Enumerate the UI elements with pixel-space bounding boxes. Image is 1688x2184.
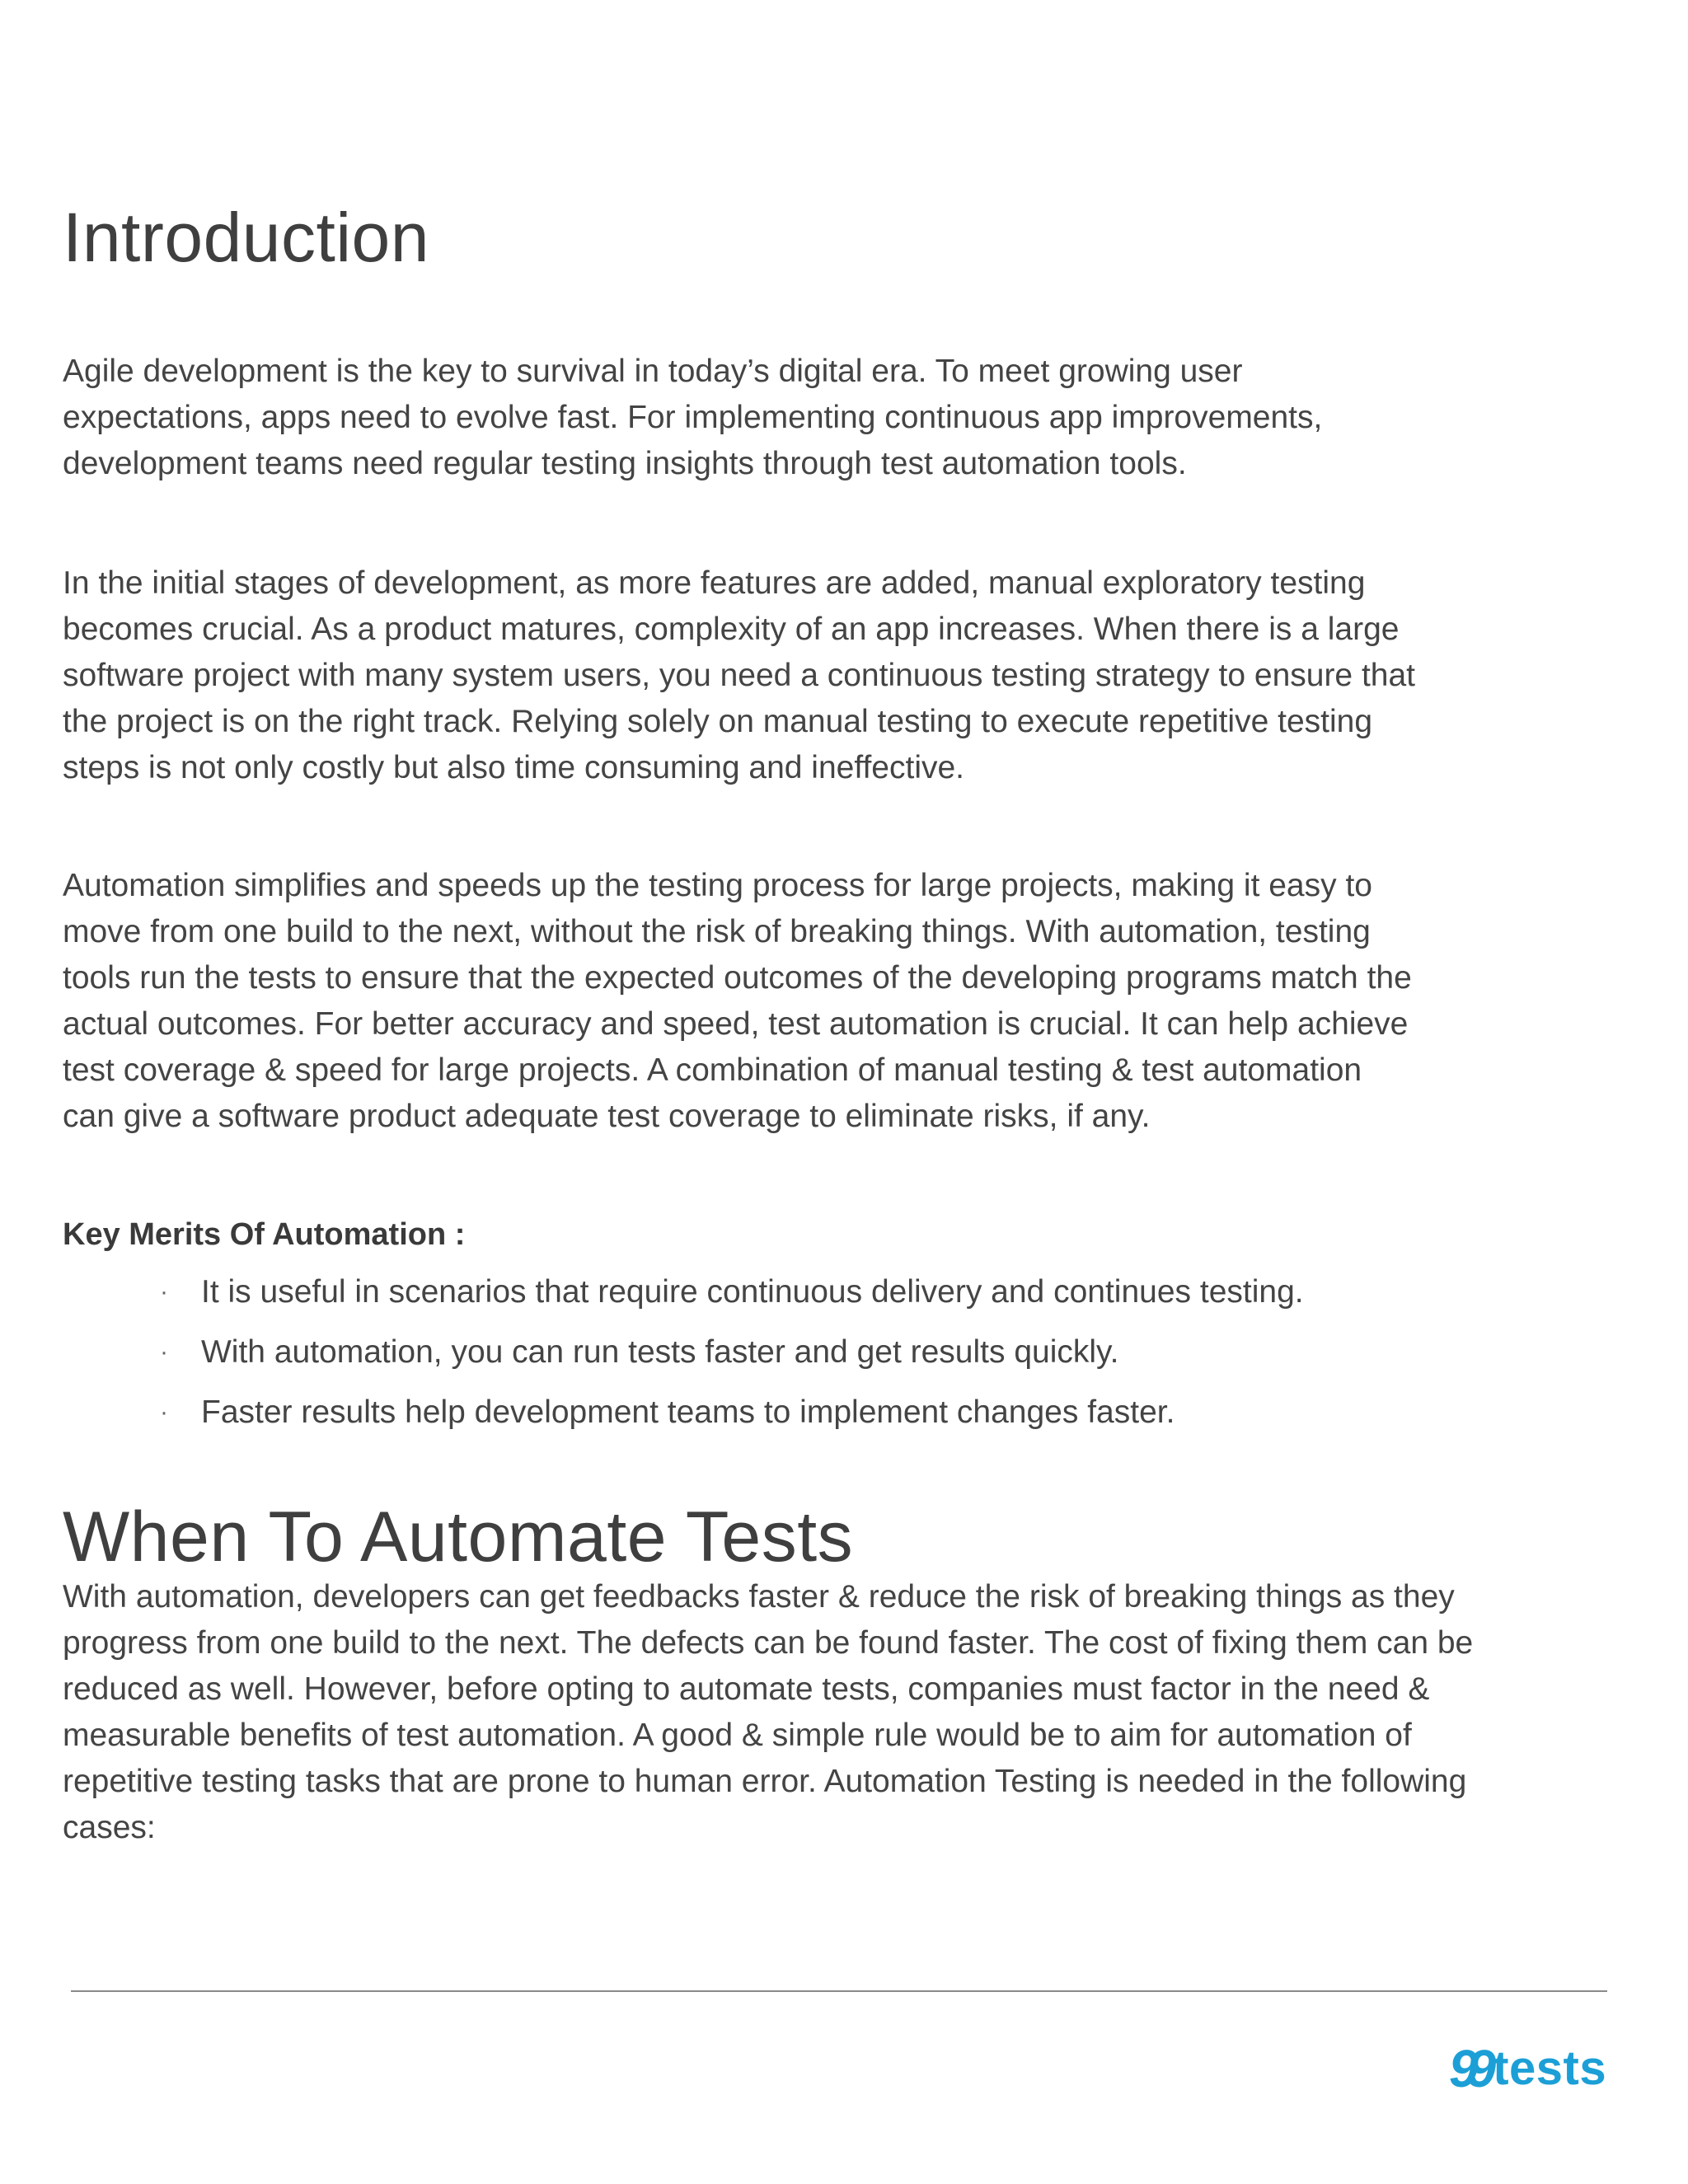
paragraph-line: expectations, apps need to evolve fast. For implementing continuous app improvements, [63, 400, 1323, 435]
paragraph-line: development teams need regular testing insights through test automation tools. [63, 446, 1187, 481]
list-item-text: With automation, you can run tests faster and get results quickly. [201, 1334, 1119, 1370]
footer-divider [71, 1990, 1607, 1992]
paragraph-line: the project is on the right track. Relying solely on manual testing to execute repetitive testing [63, 704, 1373, 739]
bullet-icon: · [160, 1278, 168, 1305]
logo-mark: 99 [1449, 2039, 1485, 2098]
paragraph-line: can give a software product adequate test coverage to eliminate risks, if any. [63, 1099, 1151, 1134]
paragraph-line: move from one build to the next, without the risk of breaking things. With automation, testing [63, 914, 1371, 949]
paragraph-line: actual outcomes. For better accuracy and speed, test automation is crucial. It can help achieve [63, 1006, 1409, 1042]
paragraph-line: Automation simplifies and speeds up the testing process for large projects, making it easy to [63, 868, 1372, 903]
list-item-text: It is useful in scenarios that require continuous delivery and continues testing. [201, 1274, 1304, 1310]
paragraph-line: In the initial stages of development, as more features are added, manual exploratory testing [63, 565, 1366, 601]
paragraph-line: measurable benefits of test automation. A good & simple rule would be to aim for automation of [63, 1718, 1412, 1753]
paragraph-line: reduced as well. However, before opting to automate tests, companies must factor in the need & [63, 1671, 1430, 1707]
paragraph-line: test coverage & speed for large projects. A combination of manual testing & test automation [63, 1052, 1362, 1088]
when-to-automate-heading: When To Automate Tests [63, 1497, 854, 1577]
intro-paragraph-2 [63, 560, 1546, 791]
paragraph-line: software project with many system users, you need a continuous testing strategy to ensure that [63, 658, 1416, 693]
paragraph-line: becomes crucial. As a product matures, complexity of an app increases. When there is a large [63, 612, 1400, 647]
paragraph-line: Agile development is the key to survival in today’s digital era. To meet growing user [63, 354, 1243, 389]
paragraph-line: With automation, developers can get feedbacks faster & reduce the risk of breaking things as they [63, 1579, 1455, 1615]
paragraph-line: repetitive testing tasks that are prone to human error. Automation Testing is needed in the following [63, 1764, 1467, 1799]
intro-paragraph-3 [63, 863, 1546, 1140]
list-item-text: Faster results help development teams to implement changes faster. [201, 1394, 1175, 1430]
paragraph-line: steps is not only costly but also time consuming and ineffective. [63, 750, 965, 785]
brand-logo [1449, 2036, 1606, 2102]
logo-wordmark: tests [1493, 2041, 1607, 2095]
introduction-heading: Introduction [63, 199, 429, 276]
bullet-icon: · [160, 1338, 168, 1366]
paragraph-line: tools run the tests to ensure that the expected outcomes of the developing programs match the [63, 960, 1412, 996]
bullet-icon: · [160, 1399, 168, 1426]
paragraph-line: cases: [63, 1810, 156, 1845]
key-merits-heading: Key Merits Of Automation : [63, 1217, 466, 1252]
when-paragraph [63, 1574, 1546, 1851]
intro-paragraph-1 [63, 349, 1546, 487]
paragraph-line: progress from one build to the next. The defects can be found faster. The cost of fixing them can be [63, 1625, 1474, 1661]
